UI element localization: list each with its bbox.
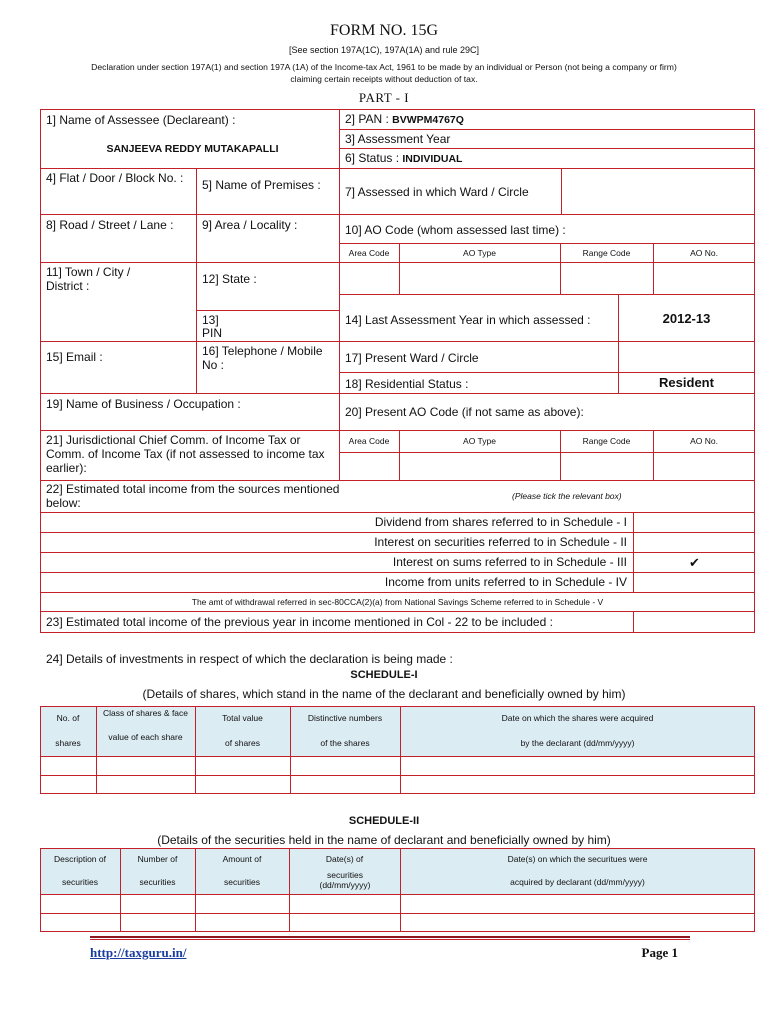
taxguru-link[interactable]: http://taxguru.in/ — [90, 945, 187, 960]
s1-header-total-top: Total value — [222, 713, 263, 723]
assessment-year-label: 3] Assessment Year — [345, 132, 451, 146]
schedule1-row[interactable] — [41, 757, 754, 775]
town-city-label: 11] Town / City / District : — [46, 265, 131, 293]
last-assessment-year-value[interactable]: 2012-13 — [662, 311, 711, 326]
schedule2-row[interactable] — [41, 914, 754, 931]
s1-header-class-bottom: value of each share — [108, 732, 183, 742]
tick-box-securities[interactable] — [634, 533, 755, 552]
ao2-header-range-code: Range Code — [582, 436, 631, 446]
business-occupation-label: 19] Name of Business / Occupation : — [46, 397, 241, 411]
s2-header-dates-top: Date(s) of — [325, 854, 364, 864]
s2-header-number-bottom: securities — [139, 877, 176, 887]
s1-header-distinctive-top: Distinctive numbers — [307, 713, 383, 723]
s2-header-description-top: Description of — [54, 854, 106, 864]
part-title: PART - I — [358, 90, 410, 105]
estimated-total-income-input[interactable] — [634, 612, 755, 632]
ward-circle-label: 7] Assessed in which Ward / Circle — [345, 185, 529, 199]
ao2-header-ao-type: AO Type — [463, 436, 496, 446]
income-row-securities: Interest on securities referred to in Schedule - II — [374, 535, 627, 549]
status-field[interactable] — [345, 151, 462, 166]
assessee-name-label: 1] Name of Assessee (Declareant) : — [46, 113, 236, 127]
ao-code-label: 10] AO Code (whom assessed last time) : — [345, 223, 566, 237]
schedule1-title: SCHEDULE-I — [350, 669, 418, 681]
residential-status-label: 18] Residential Status : — [345, 377, 469, 391]
state-label: 12] State : — [202, 272, 257, 286]
page-number: Page 1 — [641, 945, 678, 960]
estimated-total-income-label: 23] Estimated total income of the previous year in income mentioned in Col - 22 to be included : — [46, 615, 553, 629]
schedule2-title: SCHEDULE-II — [348, 815, 420, 827]
residential-status-value[interactable]: Resident — [659, 375, 714, 390]
status-value: INDIVIDUAL — [402, 153, 463, 165]
ao-header-ao-type: AO Type — [463, 248, 496, 258]
s1-header-date-bottom: by the declarant (dd/mm/yyyy) — [520, 738, 635, 748]
s1-header-no-shares-bottom: shares — [55, 738, 81, 748]
tick-note: (Please tick the relevant box) — [512, 491, 622, 501]
pan-value: BVWPM4767Q — [392, 114, 464, 126]
declaration-line-1: Declaration under section 197A(1) and section 197A (1A) of the Income-tax Act, 1961 to be made by an individual or Person (not being a company or firm) — [91, 62, 677, 72]
schedule1-subtitle: (Details of shares, which stand in the name of the declarant and beneficially owned by him) — [142, 687, 626, 701]
s1-header-class-top: Class of shares & face — [102, 708, 189, 718]
ao-header-area-code: Area Code — [348, 248, 390, 258]
email-label: 15] Email : — [46, 350, 103, 364]
see-section-note: [See section 197A(1C), 197A(1A) and rule 29C] — [288, 45, 480, 55]
tick-box-dividend[interactable] — [634, 513, 755, 532]
investments-label: 24] Details of investments in respect of which the declaration is being made : — [46, 652, 453, 666]
s1-header-total-bottom: of shares — [225, 738, 260, 748]
ward-circle-input[interactable] — [562, 169, 754, 214]
s1-header-date-top: Date on which the shares were acquired — [501, 713, 654, 723]
ao-header-range-code: Range Code — [582, 248, 631, 258]
road-street-label: 8] Road / Street / Lane : — [46, 218, 174, 232]
ao2-header-area-code: Area Code — [348, 436, 390, 446]
form-title: FORM NO. 15G — [329, 22, 438, 39]
tick-box-units[interactable] — [634, 573, 755, 592]
s1-header-no-shares-top: No. of — [56, 713, 80, 723]
present-ward-label: 17] Present Ward / Circle — [345, 351, 479, 365]
s2-header-number-top: Number of — [137, 854, 178, 864]
pan-label: 2] PAN : — [345, 112, 389, 126]
pin-number-label: 13] — [202, 313, 219, 327]
flat-door-label: 4] Flat / Door / Block No. : — [46, 171, 184, 185]
estimated-income-label: 22] Estimated total income from the sources mentioned below: — [46, 482, 340, 510]
s2-header-amount-bottom: securities — [224, 877, 260, 887]
assessee-name-value[interactable]: SANJEEVA REDDY MUTAKAPALLI — [106, 143, 279, 155]
s2-header-description-bottom: securities — [62, 877, 98, 887]
income-row-sums: Interest on sums referred to in Schedule - III — [392, 555, 627, 569]
pin-label: PIN — [202, 326, 223, 340]
s2-header-dates-bottom: securities (dd/mm/yyyy) — [319, 870, 371, 890]
present-ao-code-label: 20] Present AO Code (if not same as above): — [345, 405, 584, 419]
s2-header-acquired-bottom: acquired by declarant (dd/mm/yyyy) — [510, 877, 645, 887]
s1-header-distinctive-bottom: of the shares — [320, 738, 370, 748]
status-label: 6] Status : — [345, 151, 400, 165]
s2-header-acquired-top: Date(s) on which the securitues were — [507, 854, 648, 864]
jurisdictional-comm-label: 21] Jurisdictional Chief Comm. of Income Tax or Comm. of Income Tax (if not assessed to income tax earlier): — [46, 433, 325, 475]
premises-label: 5] Name of Premises : — [202, 178, 321, 192]
pan-field[interactable] — [345, 112, 464, 127]
last-assessment-year-label: 14] Last Assessment Year in which assessed : — [345, 313, 591, 327]
s2-header-amount-top: Amount of — [222, 854, 262, 864]
schedule1-row[interactable] — [41, 776, 754, 793]
tick-box-sums[interactable]: ✔ — [689, 555, 700, 570]
footer-rule-thin — [90, 939, 690, 940]
telephone-label: 16] Telephone / Mobile No : — [202, 344, 323, 372]
declaration-line-2: claiming certain receipts without deduction of tax. — [290, 74, 478, 84]
schedule2-row[interactable] — [41, 895, 754, 913]
footer-rule — [90, 936, 690, 938]
income-row-nss: The amt of withdrawal referred in sec-80CCA(2)(a) from National Savings Scheme referred to in Schedule - V — [191, 597, 604, 607]
ao2-header-ao-no: AO No. — [690, 436, 718, 446]
income-row-units: Income from units referred to in Schedule - IV — [384, 575, 627, 589]
schedule2-subtitle: (Details of the securities held in the name of declarant and beneficially owned by him) — [157, 833, 611, 847]
income-row-dividend: Dividend from shares referred to in Schedule - I — [374, 515, 627, 529]
area-locality-label: 9] Area / Locality : — [202, 218, 298, 232]
ao-header-ao-no: AO No. — [690, 248, 718, 258]
